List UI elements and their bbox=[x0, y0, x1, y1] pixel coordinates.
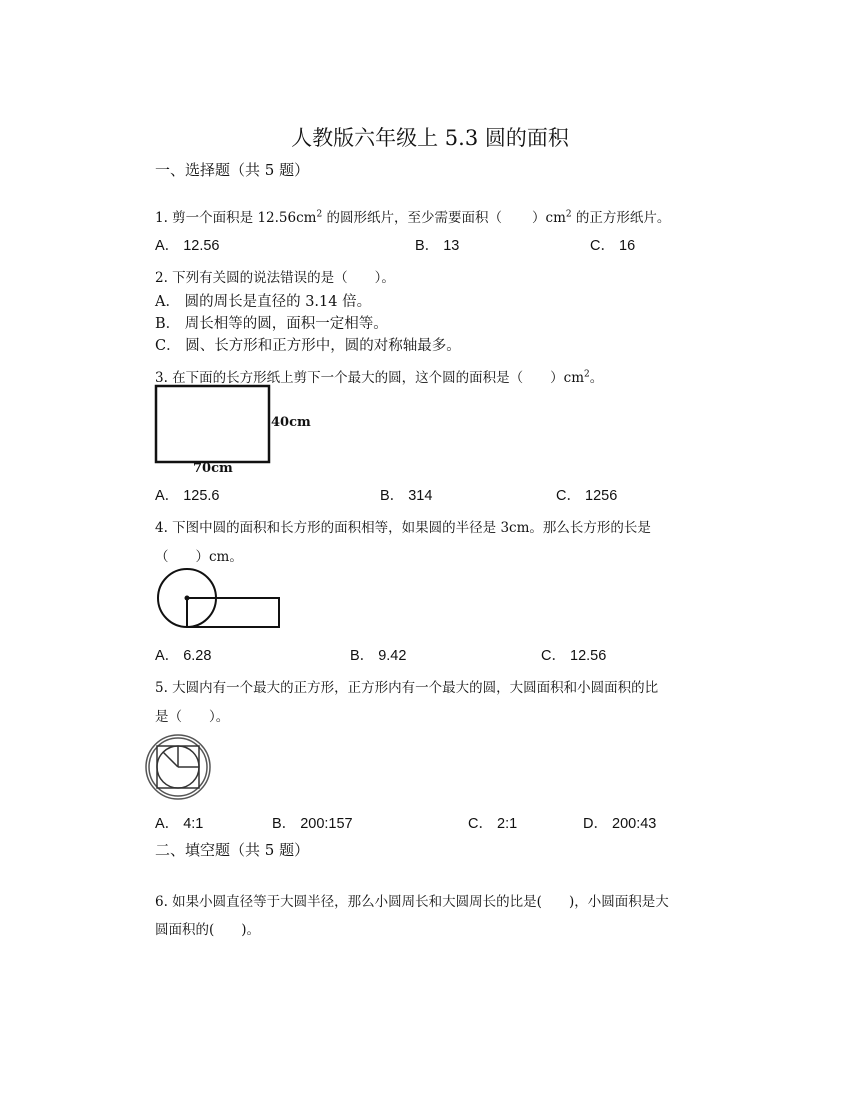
q4-option-a: A． 6.28 bbox=[155, 648, 212, 664]
q1-option-b: B． 13 bbox=[415, 238, 460, 254]
page-title: 人教版六年级上 5.3 圆的面积 bbox=[291, 126, 569, 150]
q3-width-label: 70cm bbox=[193, 461, 233, 476]
q1-text-b: 的圆形纸片，至少需要面积（ bbox=[322, 210, 503, 226]
q1-text-d: 的正方形纸片。 bbox=[571, 210, 671, 226]
q5-diagonal-line bbox=[163, 752, 178, 767]
q5-option-c: C． 2:1 bbox=[468, 816, 518, 832]
q3-option-c: C． 1256 bbox=[556, 488, 618, 504]
q4-option-b: B． 9.42 bbox=[350, 648, 407, 664]
q4-option-c: C． 12.56 bbox=[541, 648, 607, 664]
q2-option-a: A． 圆的周长是直径的 3.14 倍。 bbox=[155, 294, 372, 310]
q5-nested-circles-figure bbox=[143, 733, 215, 805]
q3-text-a: 3. 在下面的长方形纸上剪下一个最大的圆，这个圆的面积是（ ）cm bbox=[155, 370, 585, 386]
q3-text-b: 。 bbox=[589, 370, 604, 386]
question-4-line-1: 4. 下图中圆的面积和长方形的面积相等，如果圆的半径是 3cm。那么长方形的长是 bbox=[155, 520, 651, 536]
q3-sup: 2 bbox=[584, 369, 590, 380]
q1-option-a: A． 12.56 bbox=[155, 238, 220, 254]
question-6-line-1: 6. 如果小圆直径等于大圆半径，那么小圆周长和大圆周长的比是( )，小圆面积是大 bbox=[155, 894, 669, 910]
q4-center-dot bbox=[185, 596, 190, 601]
q5-option-d: D． 200:43 bbox=[583, 816, 657, 832]
q2-option-c: C． 圆、长方形和正方形中，圆的对称轴最多。 bbox=[155, 338, 461, 354]
q5-option-b: B． 200:157 bbox=[272, 816, 353, 832]
q3-option-a: A． 125.6 bbox=[155, 488, 220, 504]
question-2: 2. 下列有关圆的说法错误的是（ ）。 bbox=[155, 270, 395, 286]
question-4-line-2: （ ）cm。 bbox=[155, 549, 243, 565]
q5-option-a: A． 4:1 bbox=[155, 816, 204, 832]
section-heading-fill: 二、填空题（共 5 题） bbox=[155, 841, 310, 859]
section-heading-choice: 一、选择题（共 5 题） bbox=[155, 161, 310, 179]
q4-circle-rectangle-figure bbox=[150, 565, 290, 635]
q1-option-c: C． 16 bbox=[590, 238, 636, 254]
q1-sup-2: 2 bbox=[565, 209, 572, 220]
question-5-line-1: 5. 大圆内有一个最大的正方形，正方形内有一个最大的圆，大圆面积和小圆面积的比 bbox=[155, 680, 659, 696]
question-5-line-2: 是（ ）。 bbox=[155, 709, 230, 725]
question-6-line-2: 圆面积的( )。 bbox=[155, 922, 261, 938]
q1-sup-1: 2 bbox=[316, 209, 323, 220]
q1-text-a: 1. 剪一个面积是 12.56cm bbox=[155, 210, 317, 226]
q3-height-label: 40cm bbox=[271, 415, 311, 430]
q2-option-b: B． 周长相等的圆，面积一定相等。 bbox=[155, 316, 388, 332]
question-1 bbox=[155, 206, 670, 226]
q1-text-c: ）cm bbox=[532, 210, 566, 226]
q3-rectangle-figure bbox=[150, 383, 320, 478]
q3-option-b: B． 314 bbox=[380, 488, 433, 504]
q3-rectangle bbox=[156, 386, 269, 462]
